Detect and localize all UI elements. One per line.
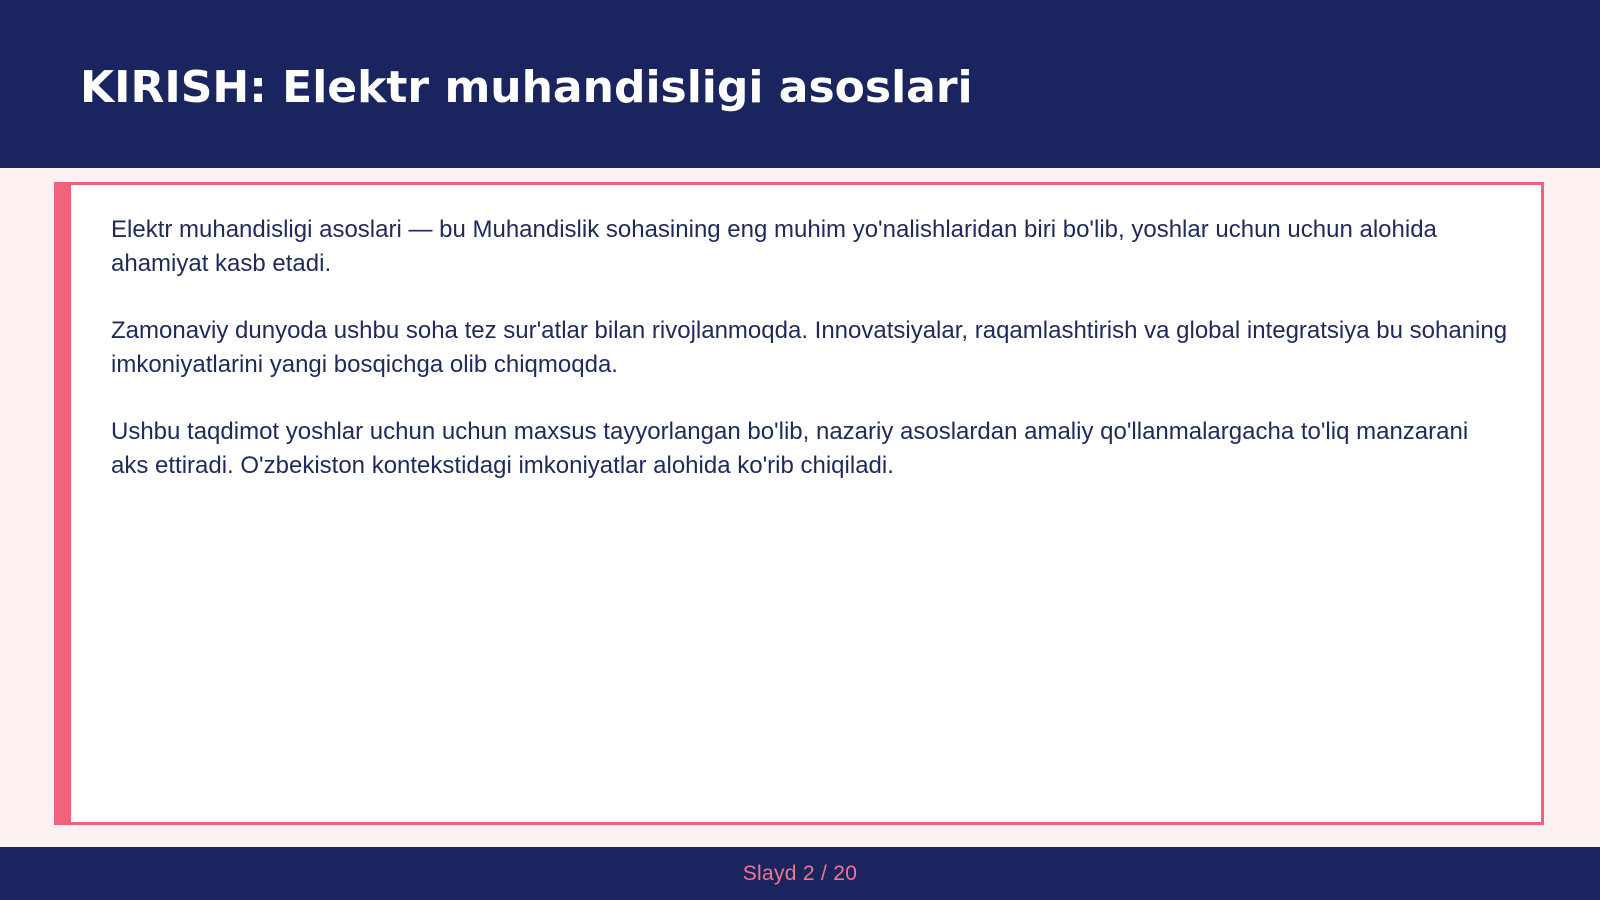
slide-footer bbox=[0, 847, 1600, 900]
paragraph-modern-world: Zamonaviy dunyoda ushbu soha tez sur'atlar bilan rivojlanmoqda. Innovatsiyalar, raqamlashtirish va global integratsiya bu sohaning imkoniyatlarini yangi bosqichga olib chiqmoqda. bbox=[111, 317, 1508, 378]
body-text bbox=[111, 213, 1511, 516]
paragraph-presentation-purpose: Ushbu taqdimot yoshlar uchun uchun maxsus tayyorlangan bo'lib, nazariy asoslardan amaliy qo'llanmalargacha to'liq manzarani aks ettiradi. O'zbekiston kontekstidagi imkoniyatlar alohida ko'rib chiqiladi. bbox=[111, 418, 1469, 479]
slide-title: KIRISH: Elektr muhandisligi asoslari bbox=[80, 62, 973, 113]
slide-header bbox=[0, 0, 1600, 168]
paragraph-intro: Elektr muhandisligi asoslari — bu Muhandislik sohasining eng muhim yo'nalishlaridan biri bo'lib, yoshlar uchun uchun alohida ahamiyat kasb etadi. bbox=[111, 216, 1437, 277]
slide-counter: Slayd 2 / 20 bbox=[742, 861, 858, 885]
content-card bbox=[54, 182, 1544, 825]
